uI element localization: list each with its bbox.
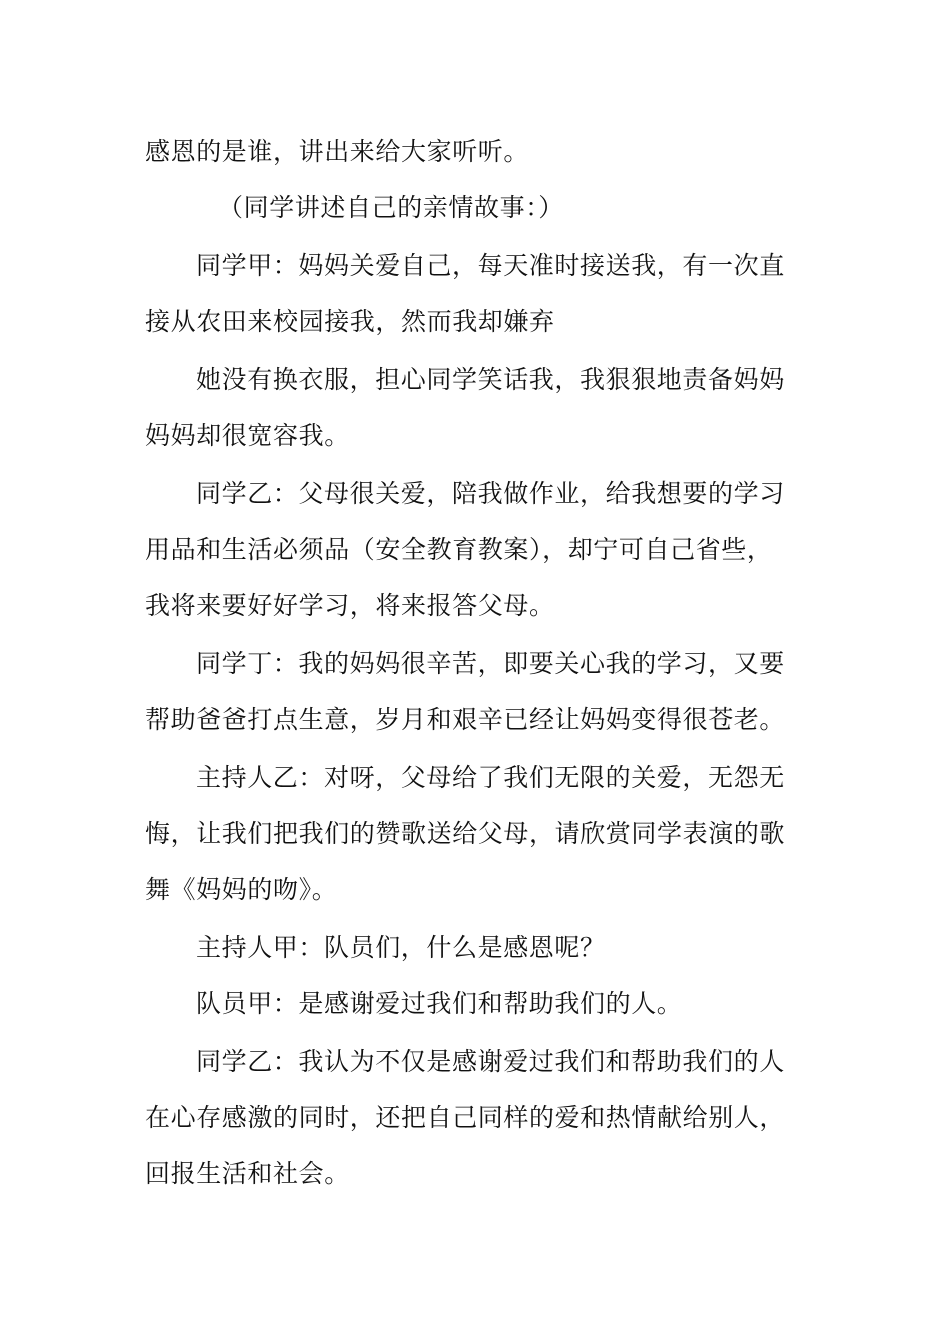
text-line-3: 同学甲：妈妈关爱自己，每天准时接送我，有一次直 (196, 251, 785, 280)
text-line-10: 同学丁：我的妈妈很辛苦，即要关心我的学习，又要 (196, 649, 785, 678)
text-line-15: 主持人甲：队员们，什么是感恩呢？ (196, 933, 606, 962)
text-line-6: 妈妈却很宽容我。 (145, 421, 350, 450)
text-line-8: 用品和生活必须品（安全教育教案），却宁可自己省些， (145, 535, 773, 564)
text-line-5: 她没有换衣服，担心同学笑话我，我狠狠地责备妈妈 (196, 365, 785, 394)
text-line-12: 主持人乙：对呀，父母给了我们无限的关爱，无怨无 (196, 763, 785, 792)
text-line-9: 我将来要好好学习，将来报答父母。 (145, 591, 555, 620)
text-line-2: （同学讲述自己的亲情故事：） (218, 193, 564, 222)
text-line-18: 在心存感激的同时，还把自己同样的爱和热情献给别人， (145, 1103, 786, 1132)
text-line-13: 悔，让我们把我们的赞歌送给父母，请欣赏同学表演的歌 (145, 819, 786, 848)
text-line-7: 同学乙：父母很关爱，陪我做作业，给我想要的学习 (196, 479, 785, 508)
text-line-17: 同学乙：我认为不仅是感谢爱过我们和帮助我们的人 (196, 1047, 785, 1076)
text-line-14: 舞《妈妈的吻》。 (145, 875, 338, 904)
text-line-1: 感恩的是谁，讲出来给大家听听。 (145, 137, 530, 166)
text-line-4: 接从农田来校园接我，然而我却嫌弃 (145, 307, 555, 336)
text-line-19: 回报生活和社会。 (145, 1159, 350, 1188)
text-line-16: 队员甲：是感谢爱过我们和帮助我们的人。 (196, 989, 683, 1018)
text-line-11: 帮助爸爸打点生意，岁月和艰辛已经让妈妈变得很苍老。 (145, 705, 786, 734)
